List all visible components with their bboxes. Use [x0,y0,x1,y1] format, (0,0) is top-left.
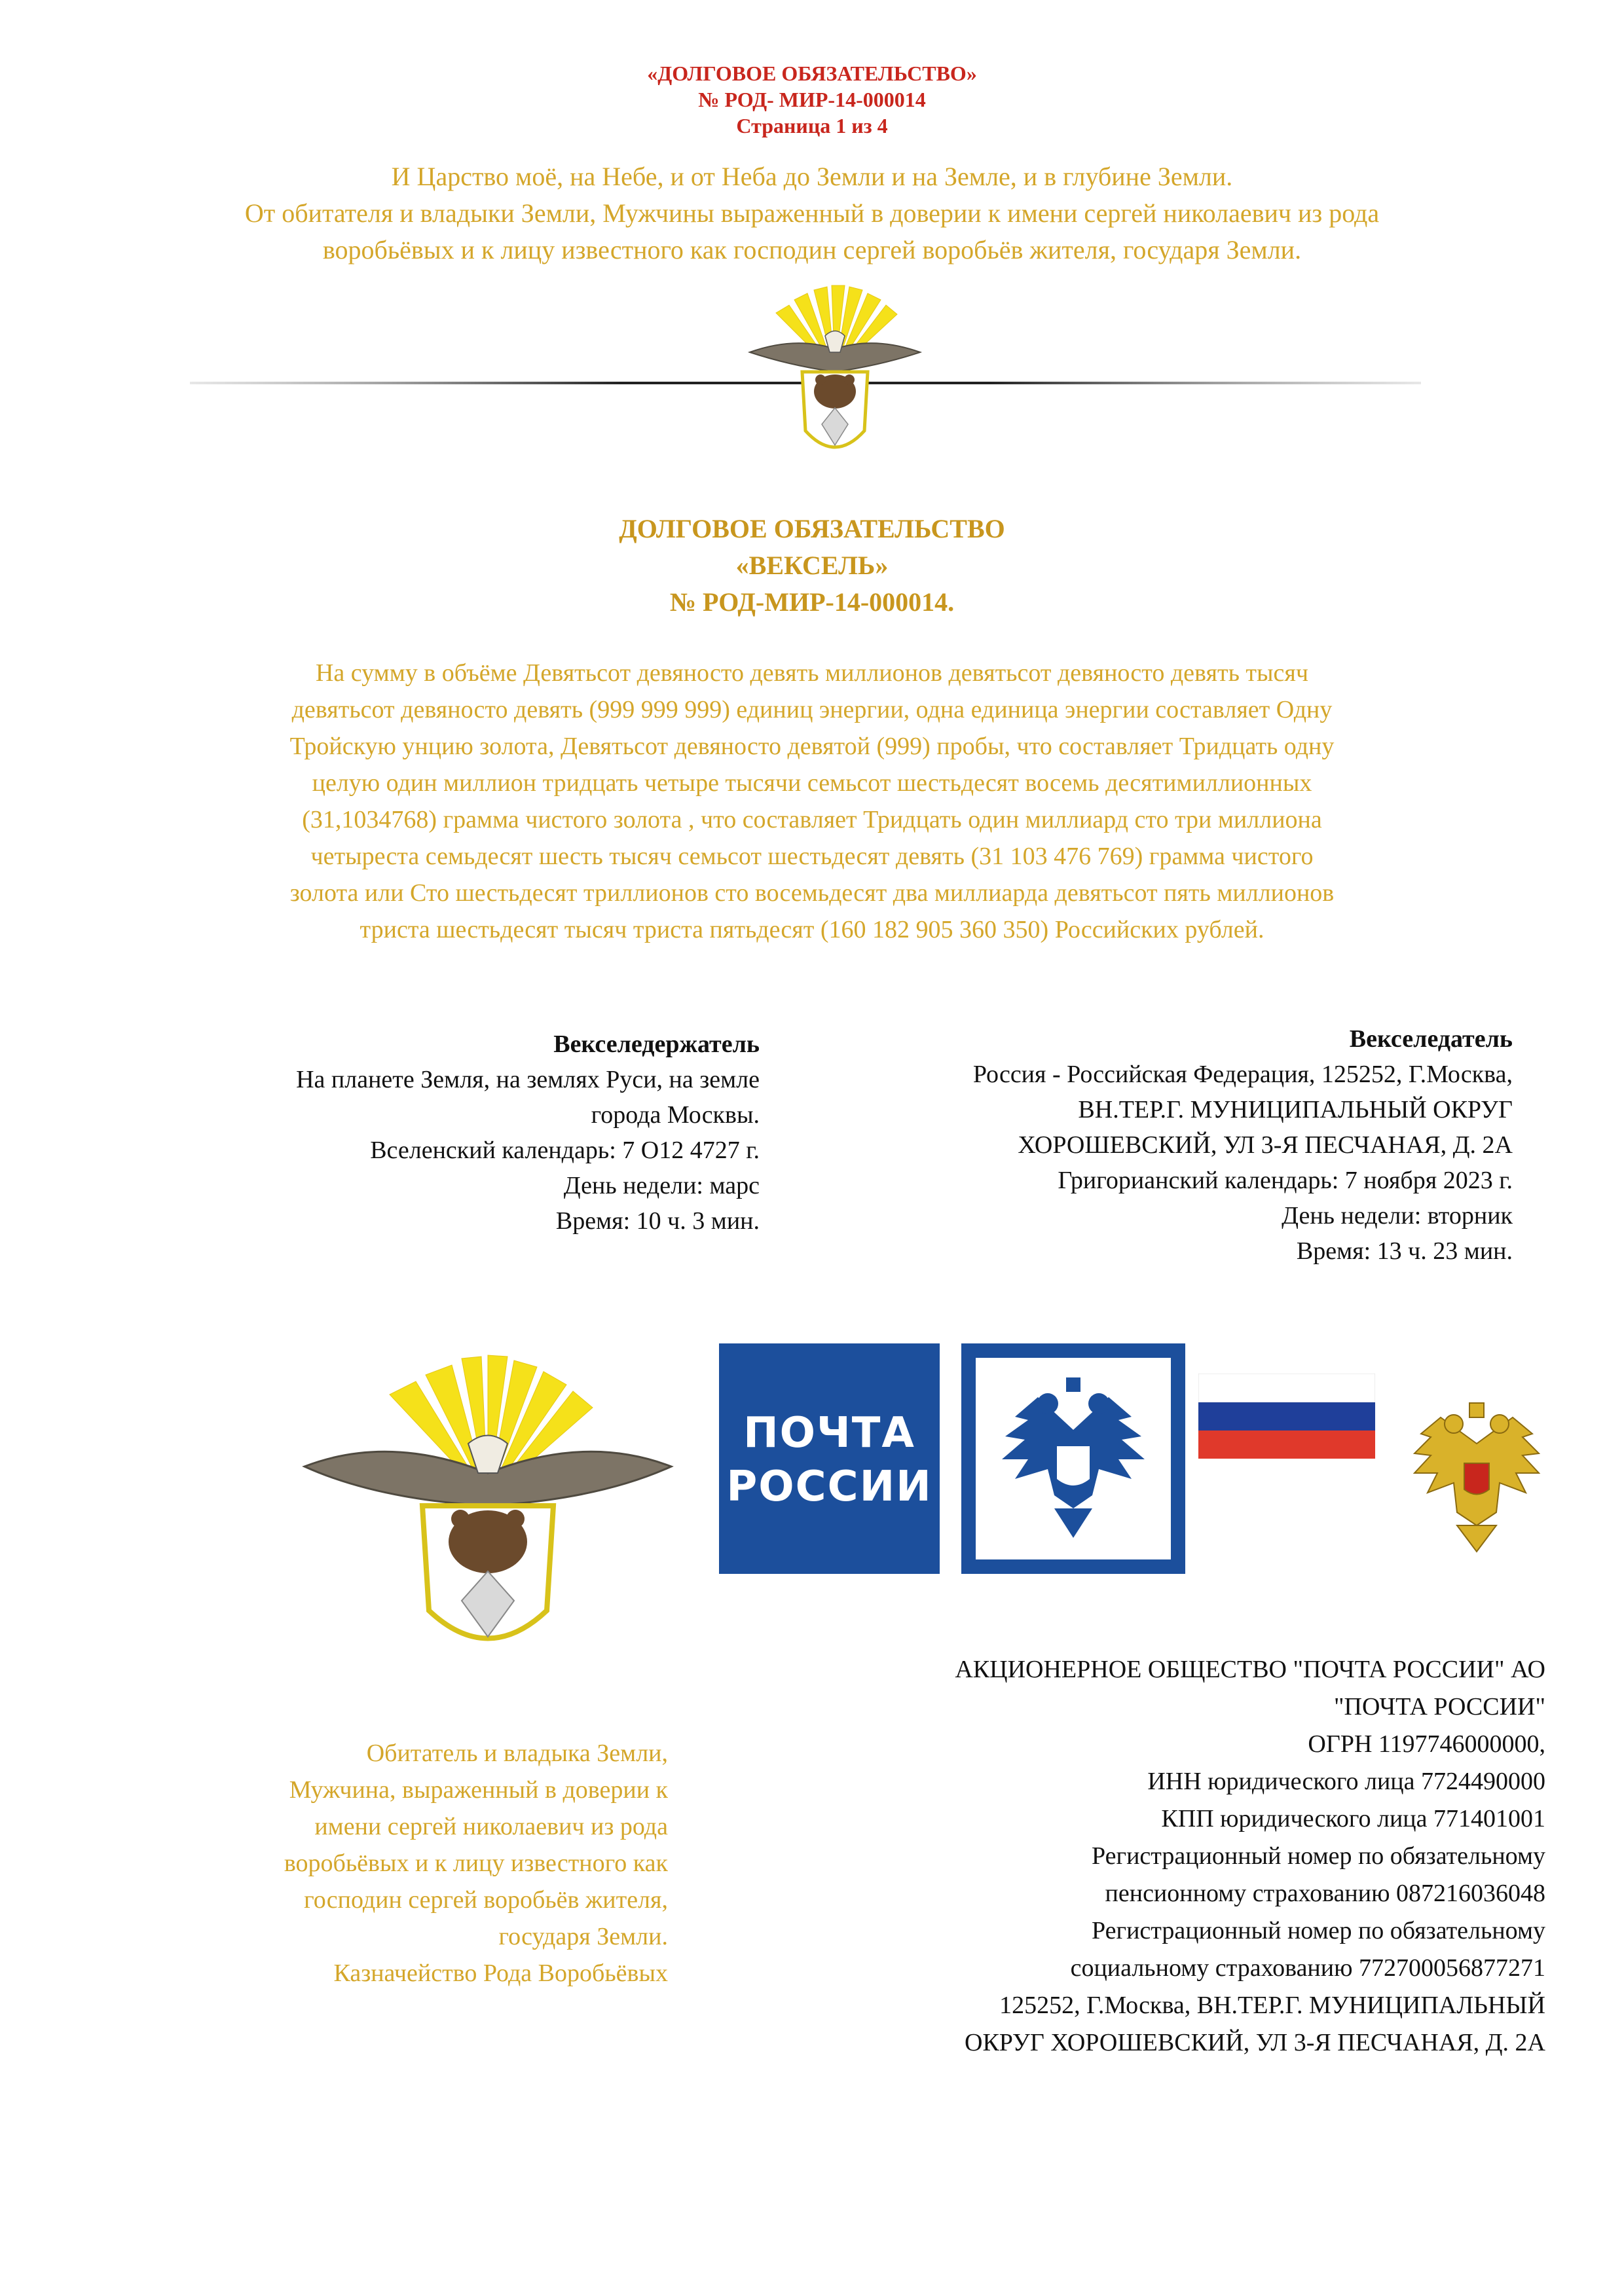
holder-heading: Векселедержатель [553,1030,760,1058]
holder-line: Время: 10 ч. 3 мин. [555,1207,760,1235]
eagle-bear-emblem-icon [737,274,933,470]
holder-block [105,1027,760,1239]
signature-line: Мужчина, выраженный в доверии к [289,1776,668,1804]
drawer-line: День недели: вторник [1282,1202,1513,1230]
requisite-line: КПП юридического лица 771401001 [1161,1805,1545,1832]
drawer-block [773,1021,1513,1269]
signature-line: государя Земли. [498,1923,668,1950]
requisite-line: Регистрационный номер по обязательному [1092,1917,1545,1944]
requisite-line: ОГРН 1197746000000, [1308,1730,1545,1758]
drawer-heading: Векселедатель [1349,1025,1513,1053]
amount-line: (31,1034768) грамма чистого золота , что составляет Тридцать один миллиард сто три миллиона [302,806,1322,833]
title-line: ДОЛГОВОЕ ОБЯЗАТЕЛЬСТВО [619,514,1005,543]
drawer-line: ВН.ТЕР.Г. МУНИЦИПАЛЬНЫЙ ОКРУГ [1078,1096,1513,1123]
requisite-line: пенсионному страхованию 087216036048 [1105,1880,1545,1907]
requisite-line: социальному страхованию 772700056877271 [1070,1954,1545,1982]
holder-line: День недели: марс [563,1172,760,1199]
coat-of-arms-icon [1401,1398,1552,1561]
amount-line: триста шестьдесят тысяч триста пятьдесят (160 182 905 360 350) Российских рублей. [360,916,1264,943]
post-eagle-tile [961,1343,1185,1574]
intro-line: От обитателя и владыки Земли, Мужчины выраженный в доверии к имени сергей николаевич из рода [244,198,1380,228]
doc-header [0,60,1624,139]
header-number: № РОД- МИР-14-000014 [698,88,926,111]
drawer-line: ХОРОШЕВСКИЙ, УЛ 3-Я ПЕСЧАНАЯ, Д. 2А [1018,1131,1513,1159]
requisite-line: АКЦИОНЕРНОЕ ОБЩЕСТВО "ПОЧТА РОССИИ" АО [955,1656,1545,1683]
title-line: «ВЕКСЕЛЬ» [735,551,889,580]
signature-line: господин сергей воробьёв жителя, [304,1886,668,1914]
holder-signature [131,1735,668,1992]
signature-line: Обитатель и владыка Земли, [366,1740,668,1767]
holder-line: Вселенский календарь: 7 О12 4727 г. [370,1137,760,1164]
russian-flag-icon [1198,1374,1375,1459]
signature-line: Казначейство Рода Воробьёвых [333,1959,668,1987]
requisite-line: Регистрационный номер по обязательному [1092,1842,1545,1870]
intro-text [65,158,1559,268]
post-logo-line: РОССИИ [726,1463,932,1511]
header-title: «ДОЛГОВОЕ ОБЯЗАТЕЛЬСТВО» [647,62,977,85]
post-logo-line: ПОЧТА [743,1409,915,1457]
drawer-line: Россия - Российская Федерация, 125252, Г.Москва, [972,1061,1513,1088]
intro-line: воробьёвых и к лицу известного как господин сергей воробьёв жителя, государя Земли. [322,235,1302,264]
double-headed-eagle-icon [976,1358,1171,1559]
amount-line: Тройскую унцию золота, Девятьсот девяносто девятой (999) пробы, что составляет Тридцать одну [289,733,1335,760]
amount-line: четыреста семьдесят шесть тысяч семьсот шестьдесят девять (31 103 476 769) грамма чистого [310,843,1314,870]
page-counter: Страница 1 из 4 [736,114,888,137]
signature-line: имени сергей николаевич из рода [314,1813,668,1840]
holder-line: На планете Земля, на землях Руси, на земле [296,1066,760,1093]
drawer-line: Григорианский календарь: 7 ноября 2023 г. [1058,1167,1513,1194]
signature-line: воробьёвых и к лицу известного как [284,1850,668,1877]
amount-line: целую один миллион тридцать четыре тысячи семьсот шестьдесят восемь десятимиллионных [312,769,1312,797]
requisite-line: "ПОЧТА РОССИИ" [1334,1693,1545,1721]
amount-line: На сумму в объёме Девятьсот девяносто девять миллионов девятьсот девяносто девять тысяч [315,659,1308,687]
requisite-line: ОКРУГ ХОРОШЕВСКИЙ, УЛ 3-Я ПЕСЧАНАЯ, Д. 2А [965,2029,1545,2056]
requisite-line: 125252, Г.Москва, ВН.ТЕР.Г. МУНИЦИПАЛЬНЫЙ [999,1992,1545,2019]
title-number: № РОД-МИР-14-000014. [669,587,955,617]
amount-line: золота или Сто шестьдесят триллионов сто восемьдесят два миллиарда девятьсот пять миллионов [289,879,1335,907]
eagle-bear-emblem-icon [291,1336,684,1676]
post-requisites [720,1651,1545,2062]
holder-line: города Москвы. [591,1101,760,1129]
intro-line: И Царство моё, на Небе, и от Неба до Земли и на Земле, и в глубине Земли. [391,162,1233,191]
doc-title [0,511,1624,621]
post-logo [719,1343,940,1574]
amount-paragraph [138,655,1486,948]
drawer-line: Время: 13 ч. 23 мин. [1296,1237,1513,1265]
requisite-line: ИНН юридического лица 7724490000 [1147,1768,1545,1795]
amount-line: девятьсот девяносто девять (999 999 999) единиц энергии, одна единица энергии составляет Одну [291,696,1333,723]
